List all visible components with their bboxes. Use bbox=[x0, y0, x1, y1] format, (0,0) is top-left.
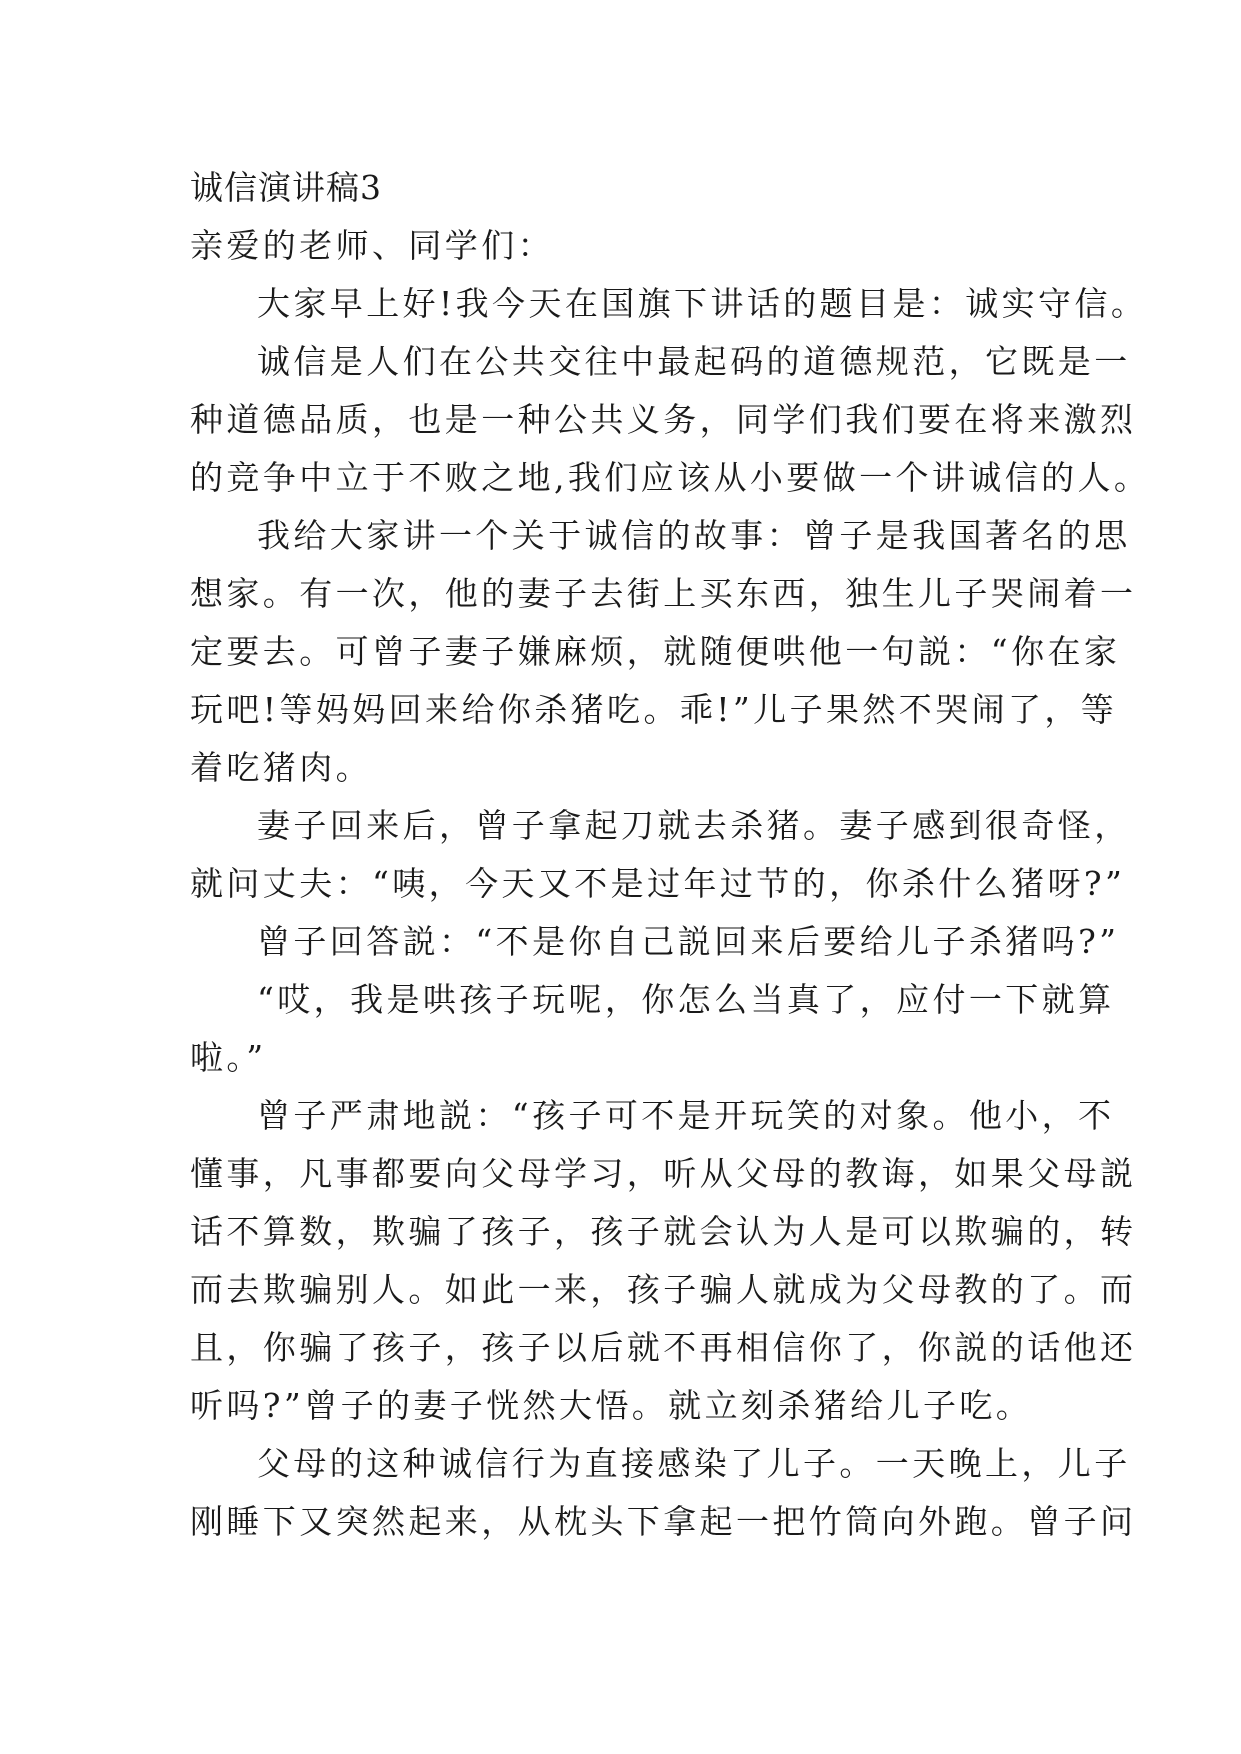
paragraph-line: 大家早上好!我今天在国旗下讲话的题目是：诚实守信。 bbox=[257, 284, 1148, 323]
document-page bbox=[190, 159, 1151, 1551]
paragraph-line: 懂事，凡事都要向父母学习，听从父母的教诲，如果父母説 bbox=[190, 1154, 1137, 1193]
paragraph-line: 话不算数，欺骗了孩子，孩子就会认为人是可以欺骗的，转 bbox=[190, 1212, 1137, 1251]
paragraph-line: 想家。有一次，他的妻子去街上买东西，独生儿子哭闹着一 bbox=[190, 574, 1137, 613]
paragraph-line: 就问丈夫：“咦，今天又不是过年过节的，你杀什么猪呀?” bbox=[190, 864, 1126, 903]
paragraph-line: 曾子回答説：“不是你自己説回来后要给儿子杀猪吗?” bbox=[257, 922, 1120, 961]
paragraph-line: 诚信是人们在公共交往中最起码的道德规范，它既是一 bbox=[257, 342, 1131, 381]
paragraph-line: 妻子回来后，曾子拿起刀就去杀猪。妻子感到很奇怪， bbox=[257, 806, 1131, 845]
paragraph-line: “哎，我是哄孩子玩呢，你怎么当真了，应付一下就算 bbox=[257, 980, 1115, 1019]
paragraph-line: 种道德品质，也是一种公共义务，同学们我们要在将来激烈 bbox=[190, 400, 1137, 439]
paragraph-line: 的竞争中立于不败之地,我们应该从小要做一个讲诚信的人。 bbox=[190, 458, 1151, 497]
document-title: 诚信演讲稿3 bbox=[190, 168, 382, 207]
paragraph-line: 父母的这种诚信行为直接感染了儿子。一天晚上，儿子 bbox=[257, 1444, 1131, 1483]
paragraph-line: 玩吧!等妈妈回来给你杀猪吃。乖!”儿子果然不哭闹了，等 bbox=[190, 690, 1118, 729]
paragraph-line: 听吗?”曾子的妻子恍然大悟。就立刻杀猪给儿子吃。 bbox=[190, 1386, 1033, 1425]
paragraph-line: 刚睡下又突然起来，从枕头下拿起一把竹筒向外跑。曾子问 bbox=[190, 1502, 1137, 1541]
paragraph-line: 我给大家讲一个关于诚信的故事：曾子是我国著名的思 bbox=[257, 516, 1131, 555]
paragraph-line: 着吃猪肉。 bbox=[190, 748, 372, 787]
salutation-line: 亲爱的老师、同学们： bbox=[190, 226, 554, 265]
paragraph-line: 定要去。可曾子妻子嫌麻烦，就随便哄他一句説：“你在家 bbox=[190, 632, 1121, 671]
paragraph-line: 且，你骗了孩子，孩子以后就不再相信你了，你説的话他还 bbox=[190, 1328, 1137, 1367]
paragraph-line: 啦。” bbox=[190, 1038, 267, 1077]
paragraph-line: 而去欺骗别人。如此一来，孩子骗人就成为父母教的了。而 bbox=[190, 1270, 1137, 1309]
paragraph-line: 曾子严肃地説：“孩子可不是开玩笑的对象。他小，不 bbox=[257, 1096, 1115, 1135]
